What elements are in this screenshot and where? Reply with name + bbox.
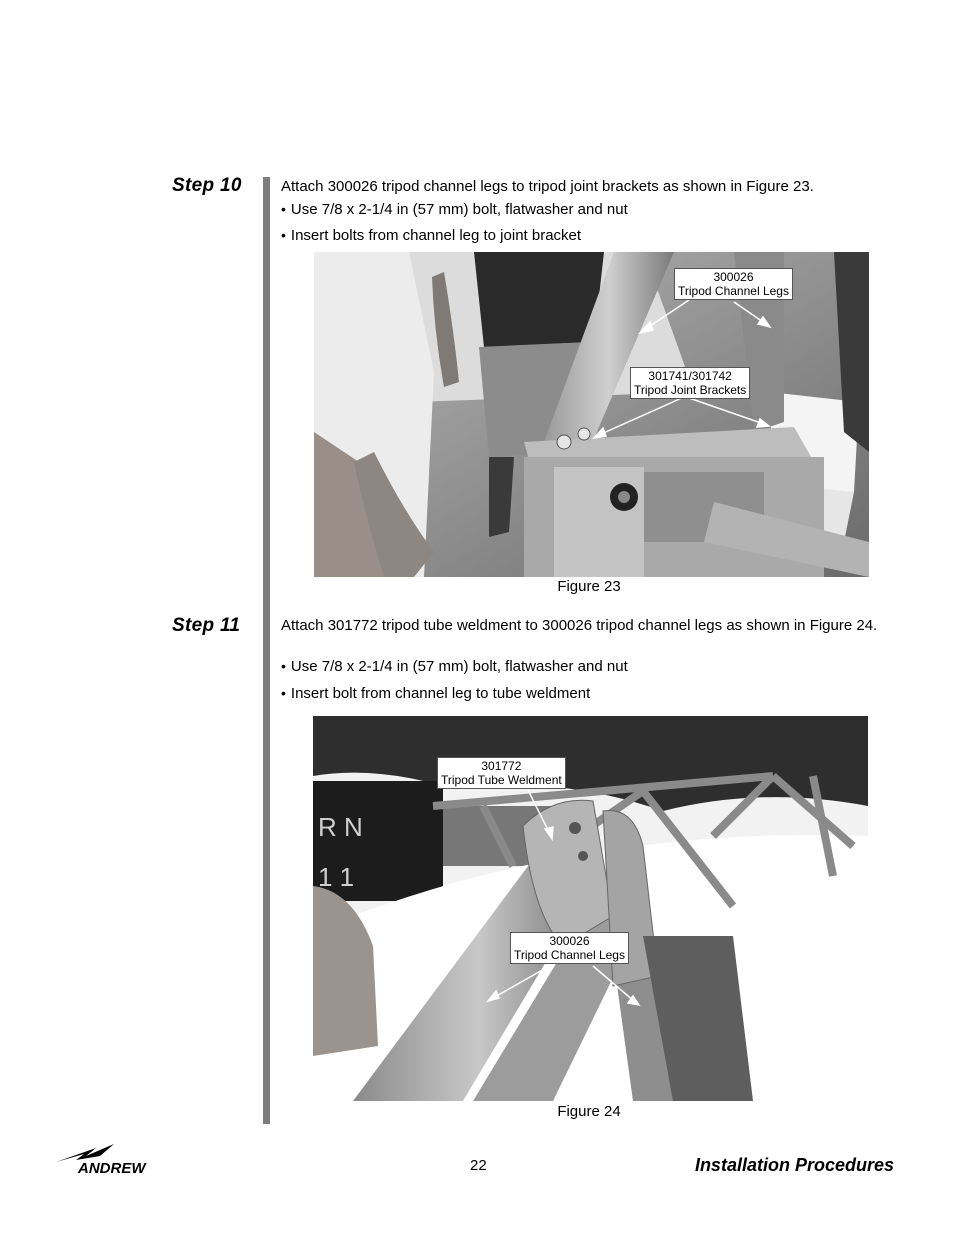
step-10-label: Step 10: [172, 175, 242, 196]
figure-24-caption: Figure 24: [557, 1103, 621, 1120]
page-number: 22: [470, 1157, 487, 1174]
section-bar: [263, 177, 270, 1124]
step-11-label: Step 11: [172, 615, 241, 636]
figure-24-photo: [313, 716, 868, 1101]
step-10-text: Attach 300026 tripod channel legs to tripod joint brackets as shown in Figure 23.: [281, 178, 814, 195]
step-10-bullet-2: • Insert bolts from channel leg to joint bracket: [281, 227, 582, 244]
step-11-bullet-1: • Use 7/8 x 2-1/4 in (57 mm) bolt, flatwasher and nut: [281, 658, 628, 675]
step-10-bullet-1: • Use 7/8 x 2-1/4 in (57 mm) bolt, flatwasher and nut: [281, 201, 628, 218]
figure-23-callout-channel-legs: 300026 Tripod Channel Legs: [674, 268, 793, 300]
bullet-icon: •: [281, 201, 286, 217]
svg-text:ANDREW: ANDREW: [78, 1160, 146, 1174]
bullet-icon: •: [281, 658, 286, 674]
figure-23-caption: Figure 23: [557, 578, 621, 595]
bullet-icon: •: [281, 227, 286, 243]
bullet-icon: •: [281, 685, 286, 701]
lightning-bolt-icon: [56, 1142, 171, 1174]
andrew-logo: [56, 1142, 171, 1179]
svg-text:1 1: 1 1: [318, 862, 355, 892]
step-11-bullet-2: • Insert bolt from channel leg to tube weldment: [281, 685, 591, 702]
figure-23-callout-joint-brackets: 301741/301742 Tripod Joint Brackets: [630, 367, 750, 399]
svg-text:R N: R N: [318, 812, 363, 842]
figure-24-callout-tube-weldment: 301772 Tripod Tube Weldment: [437, 757, 566, 789]
step-11-text: Attach 301772 tripod tube weldment to 300026 tripod channel legs as shown in Figure 24.: [281, 617, 878, 634]
footer-section-title: Installation Procedures: [694, 1155, 894, 1175]
figure-24-image: [313, 716, 868, 1101]
figure-23-photo: [314, 252, 869, 577]
figure-23-image: [314, 252, 869, 577]
figure-24-callout-channel-legs: 300026 Tripod Channel Legs: [510, 932, 629, 964]
